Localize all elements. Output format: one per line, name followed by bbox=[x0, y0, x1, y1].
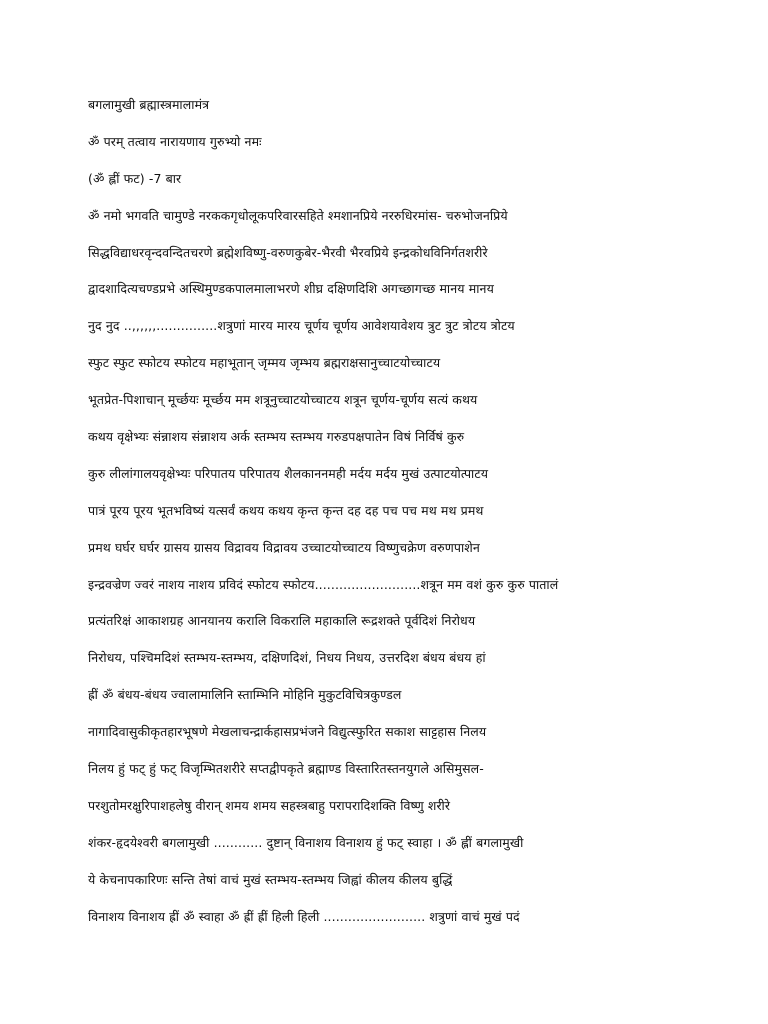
text-line: प्रमथ घर्घर घर्घर ग्रासय ग्रासय विद्रावय विद्रावय उच्चाटयोच्चाटय विष्णुचक्रेण वरुणपाशेन bbox=[88, 539, 480, 555]
text-line: ये केचनापकारिणः सन्ति तेषां वाचं मुखं स्तम्भय-स्तम्भय जिह्वां कीलय कीलय बुद्धिं bbox=[88, 871, 453, 887]
text-line: इन्द्रवज्रेण ज्वरं नाशय नाशय प्रविदं स्फोटय स्फोटय..........................शत्रून मम वशं कुरु कुरु पातालं bbox=[88, 576, 559, 592]
text-line: ॐ नमो भगवति चामुण्डे नरककगृधोलूकपरिवारसहिते श्मशानप्रिये नररुधिरमांस- चरुभोजनप्रिये bbox=[88, 207, 508, 223]
mantra-text-block bbox=[88, 94, 688, 942]
text-line: ॐ परम् तत्वाय नारायणाय गुरुभ्यो नमः bbox=[88, 133, 262, 149]
text-line: शंकर-हृदयेश्वरी बगलामुखी ............ दुष्टान् विनाशय विनाशय हुं फट् स्वाहा । ॐ ह्लीं बगलामुखी bbox=[88, 834, 524, 850]
text-line: पात्रं पूरय पूरय भूतभविष्यं यत्सर्वं कथय कथय कृन्त कृन्त दह दह पच पच मथ मथ प्रमथ bbox=[88, 502, 484, 518]
text-line: द्वादशादित्यचण्डप्रभे अस्थिमुण्डकपालमालाभरणे शीघ्र दक्षिणदिशि अगच्छागच्छ मानय मानय bbox=[88, 281, 494, 297]
text-line: प्रत्यंतरिक्षं आकाशग्रह आनयानय करालि विकरालि महाकालि रूद्रशक्ते पूर्वदिशं निरोधय bbox=[88, 613, 476, 629]
text-line: (ॐ ह्लीं फट) -7 बार bbox=[88, 170, 182, 186]
text-line: भूतप्रेत-पिशाचान् मूर्च्छयः मूर्च्छय मम शत्रूनुच्चाटयोच्चाटय शत्रून चूर्णय-चूर्णय सत्यं कथय bbox=[88, 392, 478, 408]
text-line: नागादिवासुकीकृतहारभूषणे मेखलाचन्द्रार्कहासप्रभंजने विद्युत्स्फुरित सकाश साट्टहास निलय bbox=[88, 724, 487, 740]
text-line: परशुतोमरक्षुरिपाशहलेषु वीरान् शमय शमय सहस्त्रबाहु परापरादिशक्ति विष्णु शरीरे bbox=[88, 797, 451, 813]
text-line: निरोधय, पश्चिमदिशं स्तम्भय-स्तम्भय, दक्षिणदिशं, निधय निधय, उत्तरदिश बंधय बंधय हां bbox=[88, 650, 486, 666]
text-line: ह्रीं ॐ बंधय-बंधय ज्वालामालिनि स्ताम्भिनि मोहिनि मुकुटविचित्रकुण्डल bbox=[88, 687, 402, 703]
text-line: स्फुट स्फुट स्फोटय स्फोटय महाभूतान् जृम्मय जृम्भय ब्रह्मराक्षसानुच्चाटयोच्चाटय bbox=[88, 355, 441, 371]
text-line: कुरु लीलांगालयवृक्षेभ्यः परिपातय परिपातय शैलकाननमही मर्दय मर्दय मुखं उत्पाटयोत्पाटय bbox=[88, 465, 489, 481]
text-line: विनाशय विनाशय ह्रीं ॐ स्वाहा ॐ ह्रीं ह्रीं हिली हिली ......................... शत्रुणां वाचं मुखं पदं bbox=[88, 908, 520, 924]
text-line: नुद नुद ..,,,,,,...............शत्रुणां मारय मारय चूर्णय चूर्णय आवेशयावेशय त्रुट त्रुट त्रोटय त्रोटय bbox=[88, 318, 515, 334]
document-title: बगलामुखी ब्रह्मास्त्रमालामंत्र bbox=[88, 97, 210, 112]
text-line: कथय वृक्षेभ्यः संन्नाशय संन्नाशय अर्क स्तम्भय स्तम्भय गरुडपक्षपातेन विषं निर्विषं कुरु bbox=[88, 429, 465, 445]
text-line: सिद्धविद्याधरवृन्दवन्दितचरणे ब्रह्मेशविष्णु-वरुणकुबेर-भैरवी भैरवप्रिये इन्द्रकोधविनिर्गतशरीरे bbox=[88, 244, 488, 260]
text-line: निलय हुं फट् हुं फट् विजृम्भितशरीरे सप्तद्वीपकृते ब्रह्माण्ड विस्तारितस्तनयुगले असिमुसल- bbox=[88, 761, 484, 777]
